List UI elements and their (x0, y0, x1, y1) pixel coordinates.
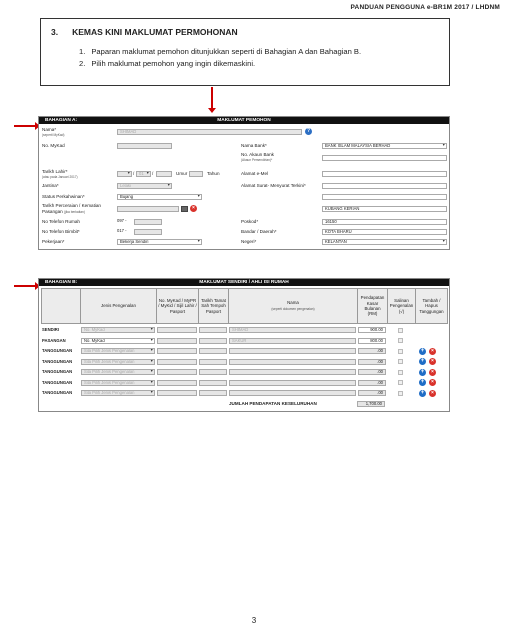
step-item (79, 58, 439, 70)
jenis-select[interactable]: Sila Pilih Jenis Pengenalan ▾ (81, 359, 155, 365)
step-number: 1. (79, 47, 86, 56)
nama-cell (229, 359, 356, 365)
tarikh-cell (199, 338, 227, 344)
tarikh-cell (199, 369, 227, 375)
remove-icon[interactable]: × (429, 348, 436, 355)
mykad-cell (157, 390, 197, 396)
tarikh-header: Tarikh Tamat Sah Tempoh Pasport (199, 289, 229, 324)
pekerjaan-label: Pekerjaan* (42, 239, 65, 244)
salinan-header: Salinan Pengenalan (√) (388, 289, 416, 324)
bimbit-prefix: 017 - (117, 229, 132, 235)
arrow-right-icon (14, 125, 36, 127)
income-field[interactable]: 900.00 (358, 327, 386, 333)
tarikh-cell (199, 380, 227, 386)
negeri-label: Negeri* (241, 239, 257, 244)
lahir-label: Tarikh Lahir* (42, 169, 68, 174)
nama-field[interactable]: SHIMAD (117, 129, 302, 135)
income-field[interactable]: .00 (358, 369, 386, 375)
date-separator: / (152, 171, 154, 176)
bank-label: Nama Bank* (241, 143, 267, 148)
rumah-field[interactable] (134, 219, 162, 225)
tarikh-cell (199, 390, 227, 396)
income-field[interactable]: .00 (358, 380, 386, 386)
bank-select[interactable]: BANK ISLAM MALAYSIA BERHAD ▾ (322, 143, 447, 149)
cerai-label-text: Tarikh Perceraian / Kematian Pasangan (42, 203, 101, 214)
cerai-label (42, 203, 114, 215)
part-a-header (39, 117, 449, 124)
row-role: PASANGAN (42, 337, 66, 343)
step-item (79, 46, 439, 58)
part-a-label: BAHAGIAN A: (45, 118, 78, 123)
add-icon[interactable]: + (420, 347, 425, 354)
status-select[interactable]: Bujang ▾ (117, 194, 202, 200)
calendar-icon[interactable] (181, 206, 188, 212)
umur-field (189, 171, 203, 177)
email-field[interactable] (322, 171, 447, 177)
salinan-checkbox[interactable] (398, 380, 403, 385)
mykad-label: No. MyKad (42, 143, 65, 148)
page-number: 3 (251, 616, 257, 625)
akaun-label: No. Akaun Bank (241, 152, 274, 157)
jantina-select[interactable]: Lelaki ▾ (117, 183, 172, 189)
bimbit-field[interactable] (134, 229, 162, 235)
nama-cell (229, 380, 356, 386)
row-role: TANGGUNGAN (42, 369, 73, 374)
income-field[interactable]: 800.00 (358, 338, 386, 344)
mykad-header: No. MyKad / MyPR / MyKid / Sijil Lahir / Pasport (157, 289, 199, 324)
arrow-down-icon (211, 87, 213, 109)
tahun-label: Tahun (207, 171, 220, 176)
bandar-label: Bandar / Daerah* (241, 229, 277, 234)
help-icon[interactable]: ? (306, 128, 311, 134)
row-role: TANGGUNGAN (42, 379, 73, 385)
alamat-line2[interactable] (322, 194, 447, 200)
cerai-sublabel: (jika berkaitan) (63, 209, 85, 214)
part-a-form (38, 116, 450, 250)
pekerjaan-select[interactable]: Bekerja Sendiri ▾ (117, 239, 202, 245)
pendapatan-header: Pendapatan Kasar Bulanan (RM) (358, 289, 388, 324)
total-value: 1,700.00 (357, 401, 385, 407)
add-icon[interactable]: + (420, 379, 425, 385)
nama-cell: SAKUR (229, 338, 356, 344)
salinan-checkbox[interactable] (398, 328, 403, 333)
remove-icon[interactable]: × (429, 358, 436, 365)
nama-cell (229, 348, 356, 354)
nama-header-text: Nama (287, 300, 299, 306)
arrow-right-icon (14, 285, 36, 287)
mykad-cell (157, 359, 197, 365)
remove-icon[interactable]: × (429, 379, 436, 386)
nama-cell (229, 390, 356, 396)
bimbit-label: No Telefon Bimbit* (42, 229, 80, 234)
section-title: KEMAS KINI MAKLUMAT PERMOHONAN (72, 27, 238, 37)
add-icon[interactable]: + (420, 389, 425, 396)
akaun-field[interactable] (322, 155, 447, 161)
nama-cell (229, 369, 356, 375)
add-icon[interactable]: + (420, 368, 425, 375)
jantina-label: Jantina* (42, 183, 59, 188)
poskod-field[interactable]: 16150 (322, 219, 447, 225)
section-number: 3. (51, 27, 59, 37)
step-list (51, 46, 439, 70)
row-role: SENDIRI (42, 327, 59, 332)
income-field[interactable]: .00 (358, 348, 386, 354)
akaun-sublabel: (Akaun Persendirian)* (241, 158, 273, 162)
mykad-field (117, 143, 172, 149)
nama-header (229, 289, 358, 324)
mykad-cell (157, 327, 197, 333)
document-header: PANDUAN PENGGUNA e-BR1M 2017 / LHDNM (350, 4, 500, 11)
step-text: Pilih maklumat pemohon yang ingin dikemaskini. (91, 59, 256, 68)
salinan-checkbox[interactable] (398, 359, 403, 364)
mykad-cell (157, 348, 197, 354)
tarikh-cell (199, 359, 227, 365)
jenis-header: Jenis Pengenalan (81, 289, 157, 324)
poskod-label: Poskod* (241, 219, 259, 224)
jenis-select[interactable]: Sila Pilih Jenis Pengenalan ▾ (81, 380, 155, 386)
lahir-day-select[interactable] (117, 171, 135, 177)
email-label: Alamat e-Mel (241, 171, 269, 176)
cerai-date-field (117, 206, 179, 212)
mykad-cell (157, 380, 197, 386)
lahir-sublabel: (atau pada Januari 2017) (42, 175, 78, 179)
date-separator: / (133, 171, 135, 176)
nama-label: Nama* (42, 127, 57, 132)
salinan-checkbox[interactable] (398, 391, 403, 396)
salinan-checkbox[interactable] (398, 370, 403, 375)
income-field[interactable]: .00 (358, 359, 386, 365)
nama-sublabel: (seperti MyKad) (42, 133, 65, 137)
mykad-cell (157, 369, 197, 375)
mykad-cell (157, 338, 197, 344)
remove-icon[interactable]: × (429, 390, 436, 397)
jenis-select[interactable]: No. MyKad ▾ (81, 327, 155, 333)
bandar-field[interactable]: KOTA BHARU (322, 229, 447, 235)
step-number: 2. (79, 59, 86, 68)
part-b-title: MAKLUMAT SENDIRI / AHLI ISI RUMAH (199, 280, 289, 285)
negeri-select[interactable]: KELANTAN ▾ (322, 239, 447, 245)
lahir-month-select[interactable]: 01 ▾ (136, 171, 151, 177)
nama-cell: SHIMAD (229, 327, 356, 333)
tarikh-cell (199, 348, 227, 354)
salinan-checkbox[interactable] (398, 349, 403, 354)
section-box (40, 18, 450, 86)
jenis-select[interactable]: Sila Pilih Jenis Pengenalan ▾ (81, 369, 155, 375)
umur-label: Umur (176, 171, 188, 176)
remove-icon[interactable]: × (429, 369, 436, 376)
clear-icon[interactable]: × (190, 205, 197, 212)
add-icon[interactable]: + (420, 358, 425, 364)
row-role: TANGGUNGAN (42, 358, 73, 364)
row-role: TANGGUNGAN (42, 390, 73, 395)
jenis-select[interactable]: Sila Pilih Jenis Pengenalan ▾ (81, 348, 155, 354)
rumah-label: No Telefon Rumah (42, 219, 80, 224)
tarikh-cell (199, 327, 227, 333)
salinan-checkbox[interactable] (398, 338, 403, 343)
step-text: Paparan maklumat pemohon ditunjukkan seperti di Bahagian A dan Bahagian B. (91, 47, 362, 56)
row-role: TANGGUNGAN (42, 348, 73, 353)
role-header (42, 289, 81, 324)
nama-header-sub: (seperti dokumen pengenalan) (271, 306, 315, 311)
part-b-form (38, 278, 450, 412)
household-table (41, 288, 448, 324)
tambah-header: Tambah / Hapus Tanggungan (416, 289, 448, 324)
alamat-line3[interactable]: KUBANG KERIAN (322, 206, 447, 212)
jenis-select[interactable]: Sila Pilih Jenis Pengenalan ▾ (81, 390, 155, 396)
part-b-label: BAHAGIAN B: (45, 280, 78, 285)
jenis-select[interactable]: No. MyKad ▾ (81, 338, 155, 344)
part-a-title: MAKLUMAT PEMOHON (217, 118, 271, 123)
part-b-header (39, 279, 449, 286)
section-heading (51, 27, 439, 37)
income-field[interactable]: .00 (358, 390, 386, 396)
lahir-year-field (156, 171, 172, 177)
status-label: Status Perkahwinan* (42, 194, 85, 199)
alamat-line1[interactable] (322, 183, 447, 189)
total-label: JUMLAH PENDAPATAN KESELURUHAN (229, 401, 317, 406)
rumah-prefix: 097 - (117, 219, 132, 225)
alamat-label: Alamat Surat- Menyurat Terkini* (241, 183, 306, 188)
